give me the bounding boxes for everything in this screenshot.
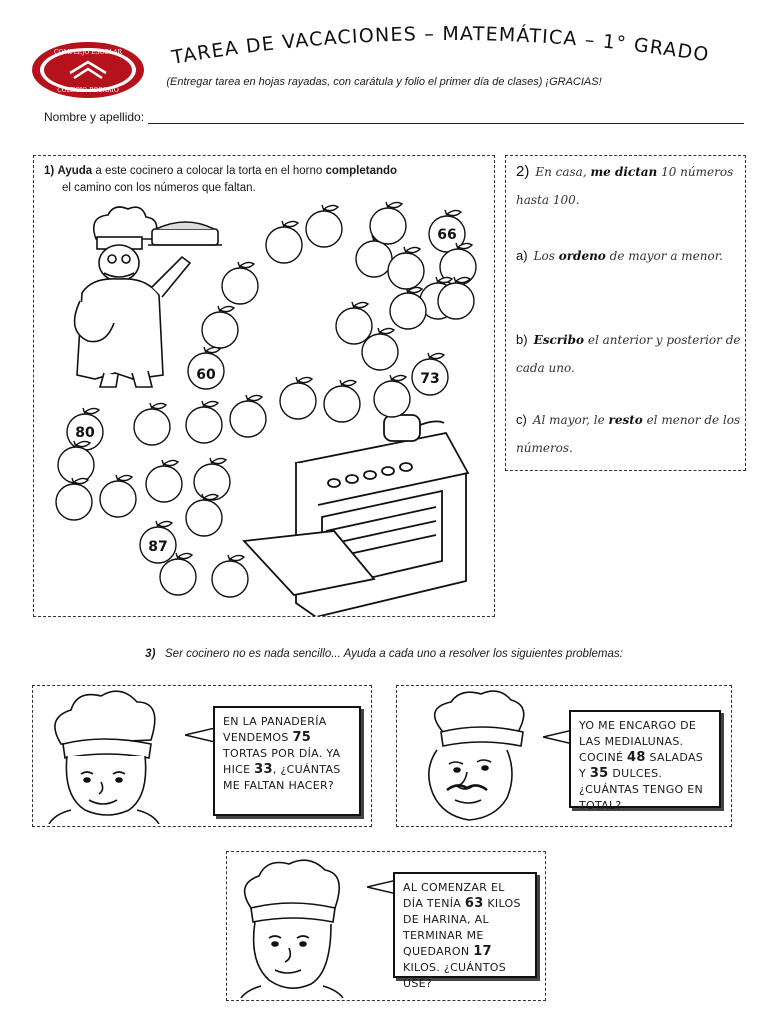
apple-circle: [390, 287, 426, 329]
apple-circle: [186, 494, 222, 536]
speech-bubble-3: [393, 872, 537, 990]
exercise-2b: [516, 326, 741, 382]
apple-circle: [222, 262, 258, 304]
p1-text-b: TORTAS POR DÍA. YA HICE: [223, 747, 341, 776]
ex2c-label: c): [516, 412, 527, 427]
given-number-73: 73: [420, 371, 440, 387]
apple-circle: [388, 247, 424, 289]
svg-text:TAREA DE VACACIONES – MATEMÁTI: [169, 23, 711, 69]
apple-circle: [134, 403, 170, 445]
apple-circle: [146, 460, 182, 502]
exercise-1-box: [33, 155, 495, 617]
apple-circle: [306, 205, 342, 247]
chef-face-2-drawing: [407, 688, 537, 824]
speech-bubble-1: [213, 706, 361, 816]
given-number-80: 80: [75, 425, 95, 441]
p2-number-1: 48: [627, 750, 646, 765]
given-number-60: 60: [196, 367, 216, 383]
ex2b-bold: Escribo: [533, 333, 585, 347]
oven-stove-drawing: [244, 415, 468, 616]
apple-circle: [202, 306, 238, 348]
logo-text-top: COMPLEJO ESCOLAR: [53, 49, 123, 56]
ex2a-pre: Los: [533, 249, 559, 263]
ex2-intro-bold: me dictan: [590, 165, 658, 179]
exercise-3-number: 3): [145, 648, 156, 660]
p1-number-2: 33: [254, 762, 273, 777]
apple-circle: [336, 302, 372, 344]
p2-text-c: DULCES. ¿CUÁNTAS TENGO EN TOTAL?: [579, 767, 704, 812]
p2-text-a: YO ME ENCARGO DE LAS MEDIALUNAS. COCINÉ: [579, 719, 697, 764]
p3-text-c: KILOS. ¿CUÁNTOS USÉ?: [403, 961, 507, 990]
apple-circle: [194, 458, 230, 500]
ex2a-label: a): [516, 248, 528, 263]
ex2-intro-b: 10 números hasta 100.: [516, 165, 734, 207]
problem-2-box: [396, 685, 732, 827]
exercise-2a: [516, 242, 741, 270]
chef-face-1-drawing: [41, 690, 171, 824]
exercise-2c: [516, 406, 741, 462]
exercise-1-number: 1): [44, 165, 55, 177]
apple-circle: [266, 221, 302, 263]
exercise-3-heading: [0, 648, 768, 660]
p2-number-2: 35: [589, 766, 609, 781]
subtitle: (Entregar tarea en hojas rayadas, con carátula y folio el primer día de clases) ¡GRACIAS!: [166, 76, 602, 88]
name-label: Nombre y apellido:: [44, 110, 145, 124]
p1-number-1: 75: [292, 730, 312, 745]
ex2c-bold: resto: [608, 413, 643, 427]
exercise-2-box: [505, 155, 746, 471]
apple-circle: [230, 395, 266, 437]
apple-circle: [56, 478, 92, 520]
ex2a-post: de mayor a menor.: [605, 249, 723, 263]
chef-face-3-drawing: [231, 858, 353, 998]
p3-text-b: KILOS DE HARINA, AL TERMINAR ME QUEDARON: [403, 897, 521, 958]
exercise-1-instructions: [44, 163, 397, 197]
p3-number-1: 63: [464, 896, 484, 911]
p2-text-b: SALADAS Y: [579, 751, 704, 780]
word-ayuda: Ayuda: [57, 165, 93, 177]
apple-path-illustration: [34, 201, 494, 616]
name-blank-line[interactable]: [148, 111, 744, 124]
logo-text-bottom: COLEGIO ROSARIO: [57, 87, 119, 94]
word-completando: completando: [325, 165, 398, 177]
speech-bubble-2: [569, 710, 721, 812]
title-text: TAREA DE VACACIONES – MATEMÁTICA – 1° GRADO: [170, 22, 712, 69]
apple-circle: [280, 377, 316, 419]
name-field-row: [44, 110, 744, 124]
exercise-2-intro: [516, 158, 741, 214]
p3-text-a: AL COMENZAR EL DÍA TENÍA: [403, 881, 505, 910]
ex2c-post: el menor de los números.: [516, 413, 741, 455]
problem-3-box: [226, 851, 546, 1001]
ex1-line2: el camino con los números que faltan.: [62, 182, 256, 194]
speech-pointer-1: [185, 728, 215, 742]
apple-circle: [212, 555, 248, 597]
ex3-heading-text: Ser cocinero no es nada sencillo... Ayuda a cada uno a resolver los siguientes problemas:: [165, 648, 623, 660]
apple-circle: [370, 202, 406, 244]
apple-circle: [324, 380, 360, 422]
given-number-87: 87: [148, 539, 168, 555]
apple-circle: [100, 475, 136, 517]
p1-text-c: , ¿CUÁNTAS ME FALTAN HACER?: [223, 763, 341, 792]
page-title: [168, 22, 728, 72]
apple-circle: [186, 401, 222, 443]
school-logo: [30, 40, 146, 100]
p1-text-a: EN LA PANADERÍA VENDEMOS: [223, 715, 327, 744]
ex2-intro-a: En casa,: [535, 165, 591, 179]
ex2a-bold: ordeno: [558, 249, 606, 263]
problem-1-box: [32, 685, 372, 827]
ex1-text-a: a este cocinero a colocar la torta en el horno: [92, 165, 326, 177]
ex2b-label: b): [516, 332, 528, 347]
p3-number-2: 17: [473, 944, 492, 959]
exercise-2-number: 2): [516, 163, 530, 180]
apple-circle: [374, 375, 410, 417]
given-number-66: 66: [437, 227, 457, 243]
ex2c-pre: Al mayor, le: [532, 413, 609, 427]
ex2b-post: el anterior y posterior de cada uno.: [516, 333, 741, 375]
